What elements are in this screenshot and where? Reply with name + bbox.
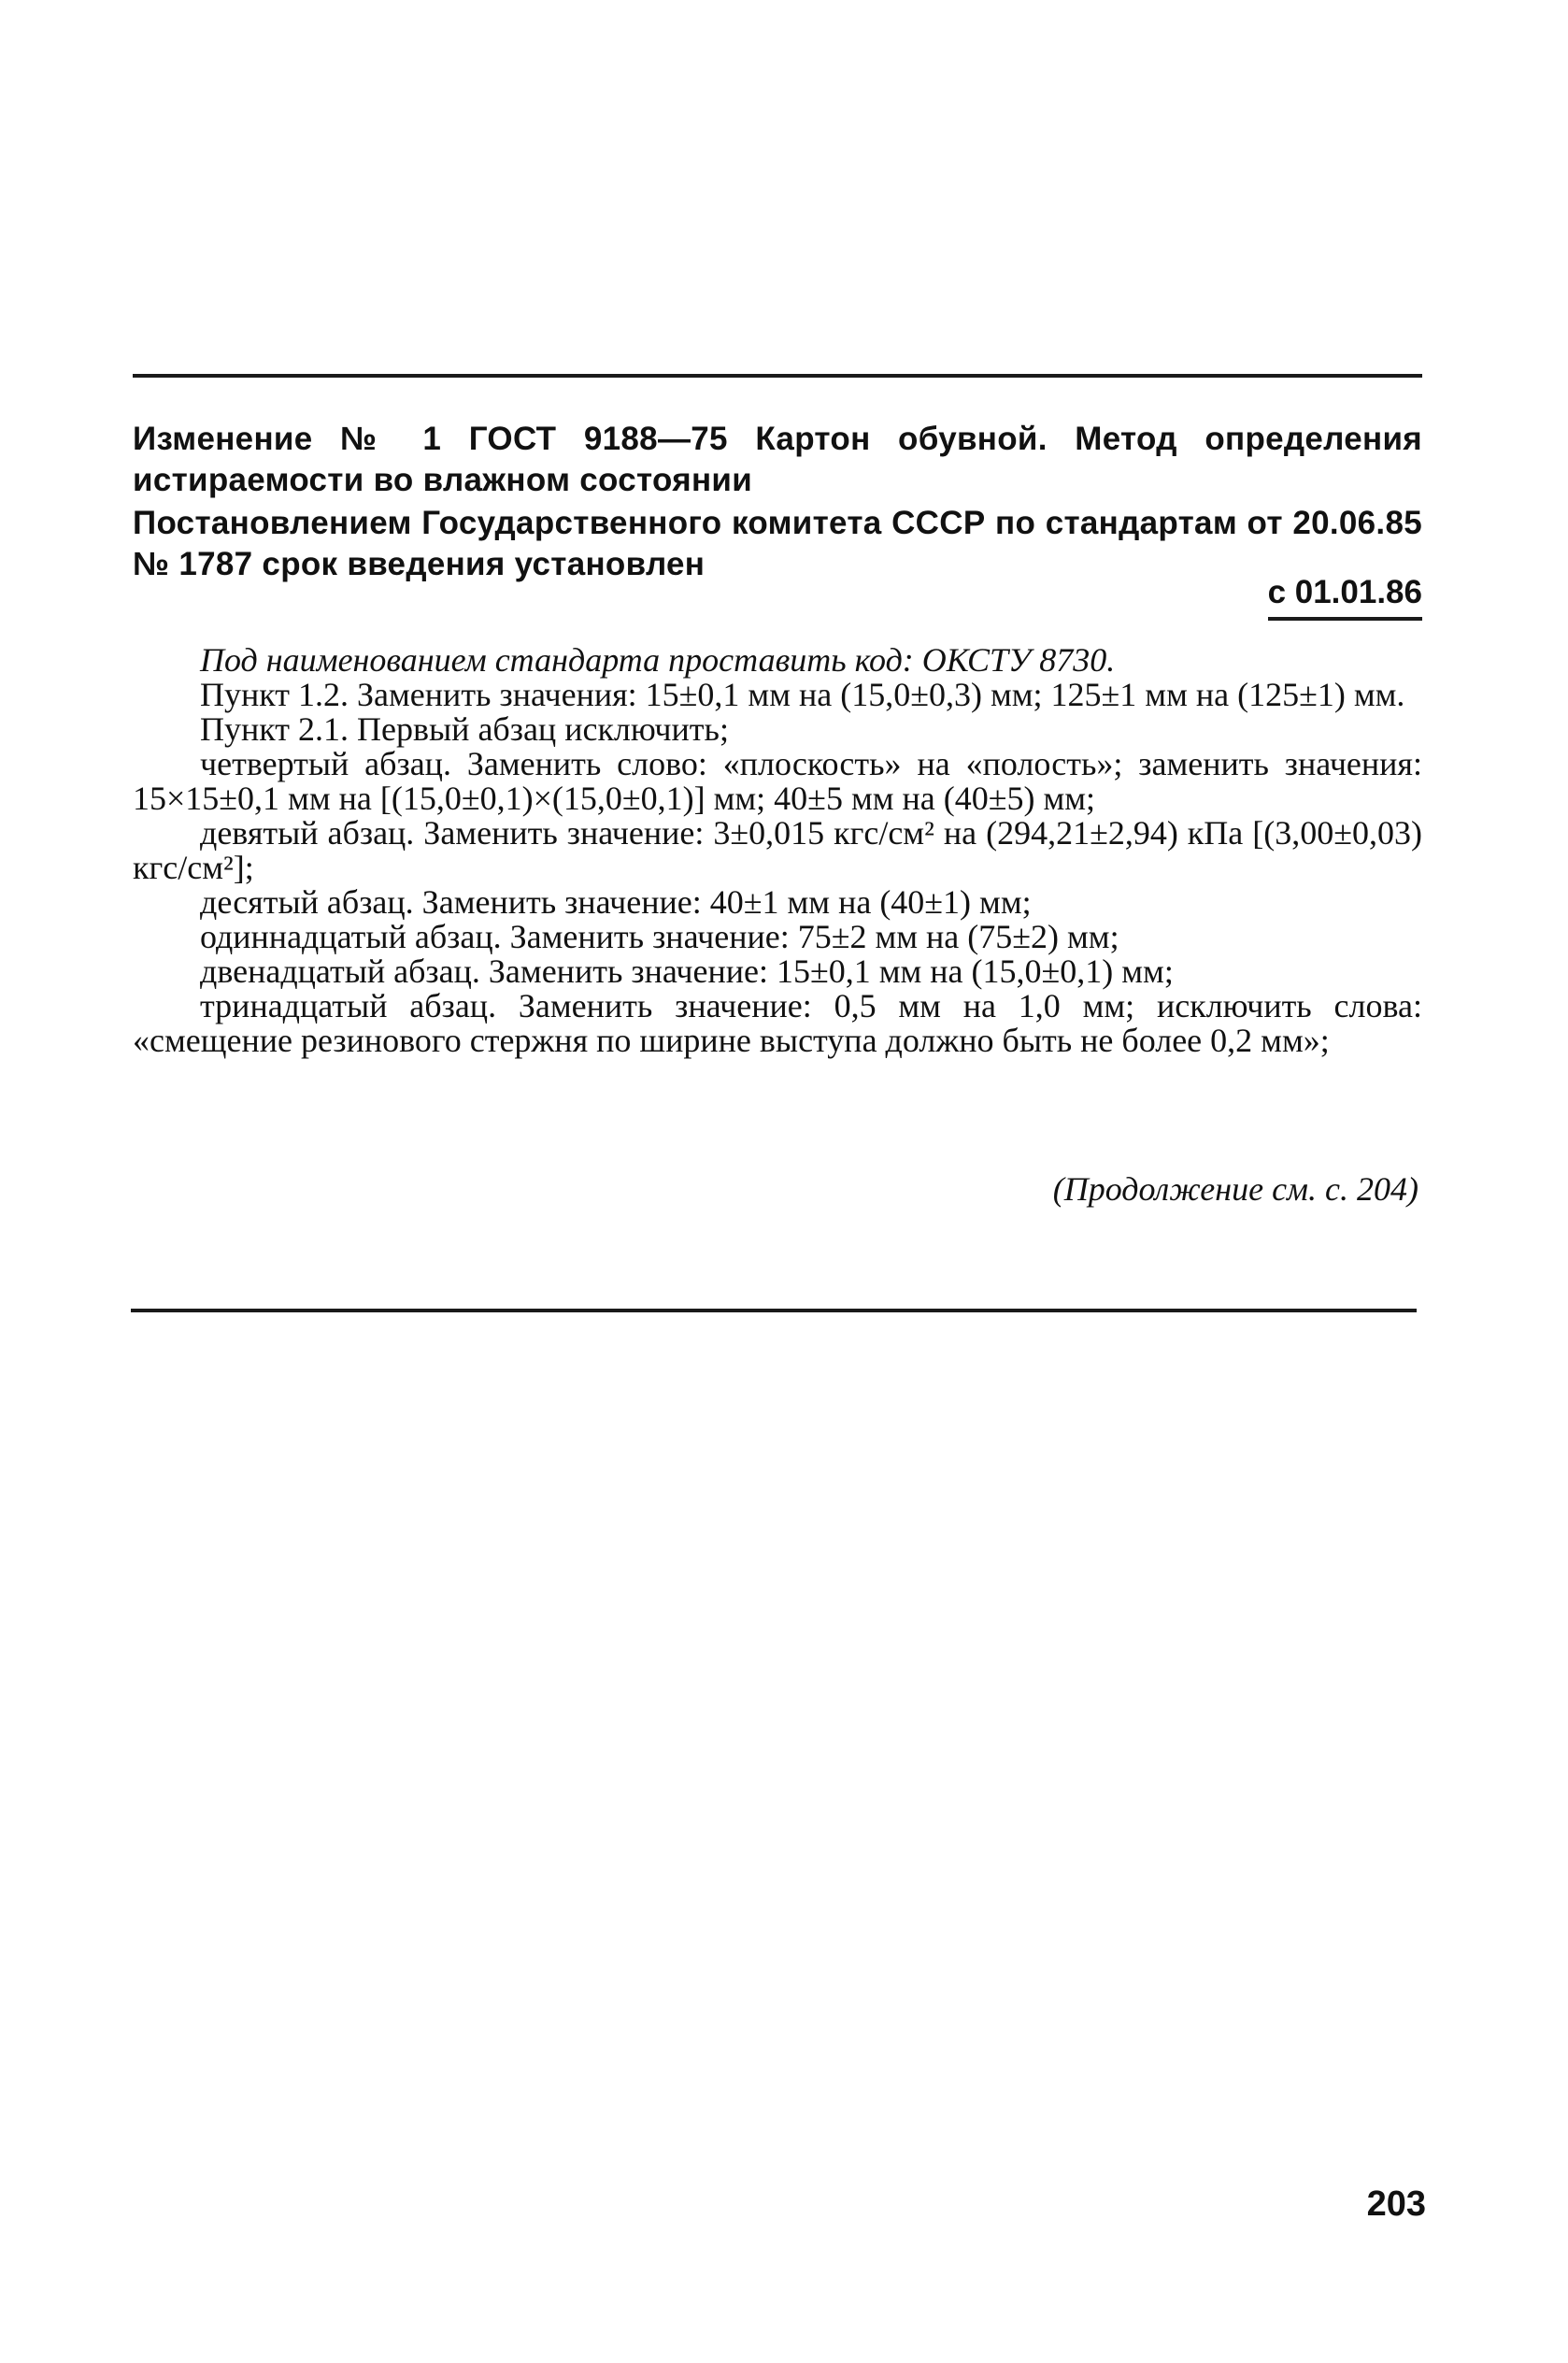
decree-statement: Постановлением Государственного комитета СССР по стандартам от 20.06.85 № 1787 срок введения установлен	[133, 505, 1422, 582]
paragraph-ninth: девятый абзац. Заменить значение: 3±0,015 кгс/см² на (294,21±2,94) кПа [(3,00±0,03) кгс/см²];	[133, 814, 1422, 886]
paragraph-okstu-code: Под наименованием стандарта проставить код: ОКСТУ 8730.	[200, 641, 1116, 679]
paragraph-thirteenth: тринадцатый абзац. Заменить значение: 0,5 мм на 1,0 мм; исключить слова: «смещение резинового стержня по ширине выступа должно быть не более 0,2 мм»;	[133, 987, 1422, 1059]
bottom-horizontal-rule	[131, 1309, 1417, 1312]
paragraph-clause-1-2: Пункт 1.2. Заменить значения: 15±0,1 мм на (15,0±0,3) мм; 125±1 мм на (125±1) мм.	[200, 676, 1405, 713]
amendment-body	[133, 643, 1422, 1058]
paragraph-fourth: четвертый абзац. Заменить слово: «плоскость» на «полость»; заменить значения: 15×15±0,1 мм на [(15,0±0,1)×(15,0±0,1)] мм; 40±5 мм на (40±5) мм;	[133, 745, 1422, 817]
continuation-note: (Продолжение см. с. 204)	[1052, 1170, 1418, 1208]
effective-date: с 01.01.86	[1268, 572, 1422, 621]
page-number: 203	[1366, 2184, 1426, 2224]
top-horizontal-rule	[133, 374, 1422, 378]
paragraph-eleventh: одиннадцатый абзац. Заменить значение: 75±2 мм на (75±2) мм;	[200, 918, 1119, 955]
paragraph-tenth: десятый абзац. Заменить значение: 40±1 мм на (40±1) мм;	[200, 883, 1032, 921]
paragraph-clause-2-1: Пункт 2.1. Первый абзац исключить;	[200, 710, 729, 748]
amendment-title: Изменение № 1 ГОСТ 9188—75 Картон обувной. Метод определения истираемости во влажном состоянии	[133, 421, 1422, 498]
paragraph-twelfth: двенадцатый абзац. Заменить значение: 15±0,1 мм на (15,0±0,1) мм;	[200, 952, 1174, 990]
